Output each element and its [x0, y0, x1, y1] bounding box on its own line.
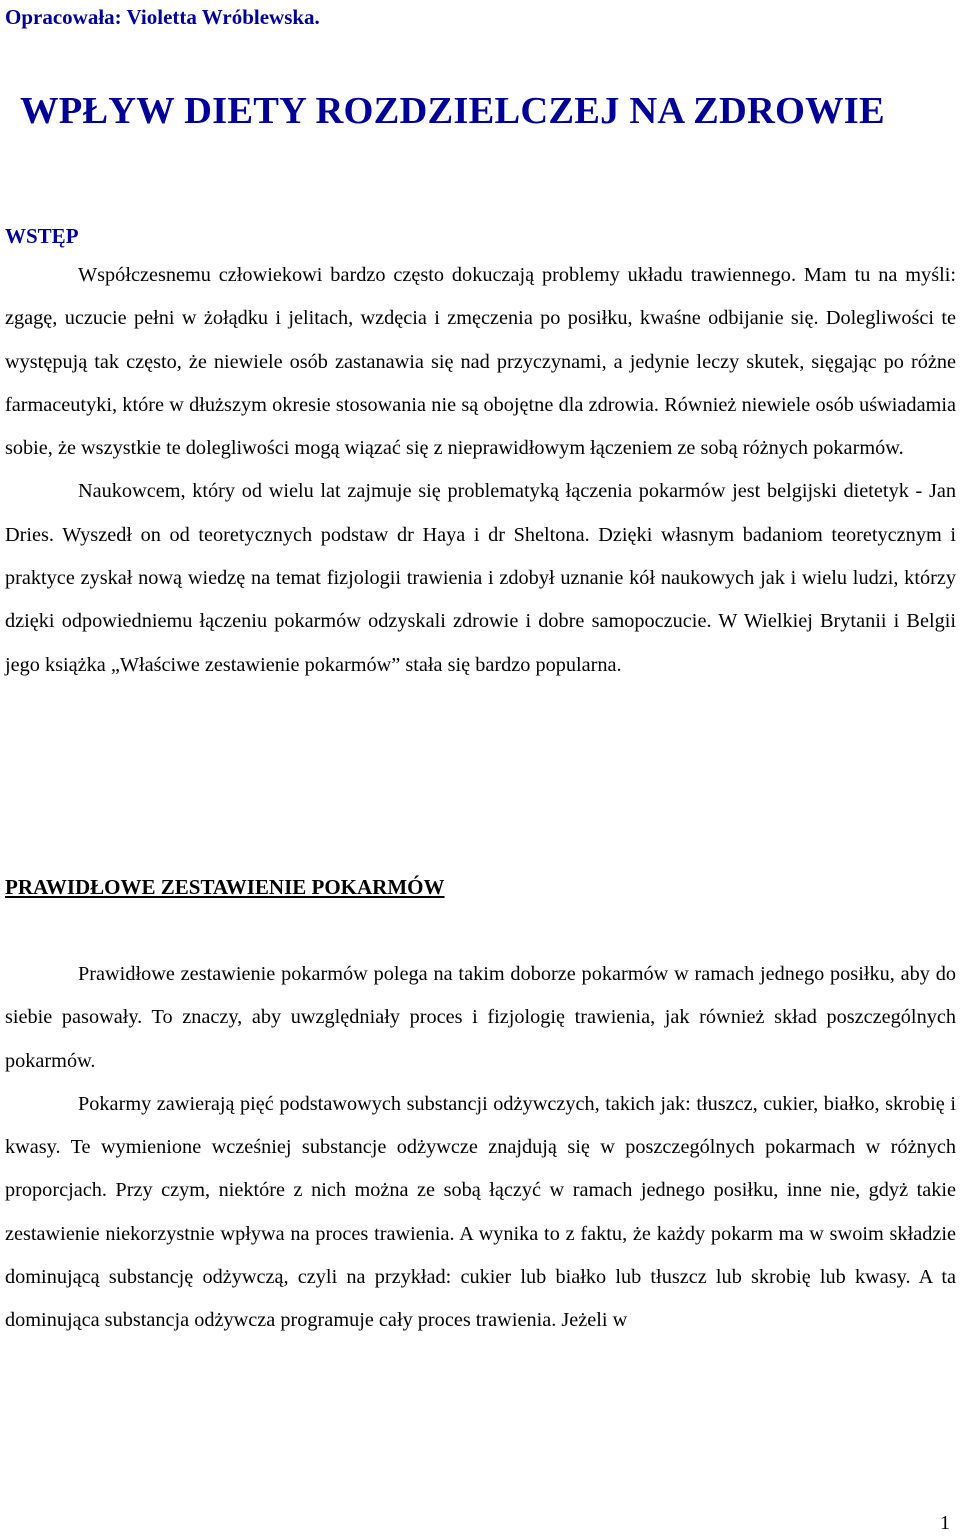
section-body-intro	[5, 254, 956, 687]
document-title: WPŁYW DIETY ROZDZIELCZEJ NA ZDROWIE	[20, 90, 885, 132]
paragraph: Naukowcem, który od wielu lat zajmuje się problematyką łączenia pokarmów jest belgijski dietetyk - Jan Dries. Wyszedł on od teoretycznych podstaw dr Haya i dr Sheltona. Dzięki własnym badaniom teoretycznym i praktyce zyskał nową wiedzę na temat fizjologii trawienia i zdobył uznanie kół naukowych jak i wielu ludzi, którzy dzięki odpowiedniemu łączeniu pokarmów odzyskali zdrowie i dobre samopoczucie. W Wielkiej Brytanii i Belgii jego książka „Właściwe zestawienie pokarmów” stała się bardzo popularna.	[5, 480, 956, 676]
section-body-food-combining	[5, 953, 956, 1343]
section-heading-food-combining: PRAWIDŁOWE ZESTAWIENIE POKARMÓW	[5, 875, 445, 899]
section-heading-intro: WSTĘP	[5, 224, 79, 248]
paragraph: Pokarmy zawierają pięć podstawowych substancji odżywczych, takich jak: tłuszcz, cukier, białko, skrobię i kwasy. Te wymienione wcześniej substancje odżywcze znajdują się w poszczególnych pokarmach w różnych proporcjach. Przy czym, niektóre z nich można ze sobą łączyć w ramach jednego posiłku, inne nie, gdyż takie zestawienie niekorzystnie wpływa na proces trawienia. A wynika to z faktu, że każdy pokarm ma w swoim składzie dominującą substancję odżywczą, czyli na przykład: cukier lub białko lub tłuszcz lub skrobię lub kwasy. A ta dominująca substancja odżywcza programuje cały proces trawienia. Jeżeli w	[5, 1092, 956, 1332]
paragraph: Prawidłowe zestawienie pokarmów polega na takim doborze pokarmów w ramach jednego posiłku, aby do siebie pasowały. To znaczy, aby uwzględniały proces i fizjologię trawienia, jak również skład poszczególnych pokarmów.	[5, 963, 956, 1072]
page-number: 1	[940, 1512, 950, 1534]
paragraph: Współczesnemu człowiekowi bardzo często dokuczają problemy układu trawiennego. Mam tu na myśli: zgagę, uczucie pełni w żołądku i jelitach, wzdęcia i zmęczenia po posiłku, kwaśne odbijanie się. Dolegliwości te występują tak często, że niewiele osób zastanawia się nad przyczynami, a jedynie leczy skutek, sięgając po różne farmaceutyki, które w dłuższym okresie stosowania nie są obojętne dla zdrowia. Również niewiele osób uświadamia sobie, że wszystkie te dolegliwości mogą wiązać się z nieprawidłowym łączeniem ze sobą różnych pokarmów.	[5, 264, 956, 460]
author-line: Opracowała: Violetta Wróblewska.	[5, 5, 320, 29]
